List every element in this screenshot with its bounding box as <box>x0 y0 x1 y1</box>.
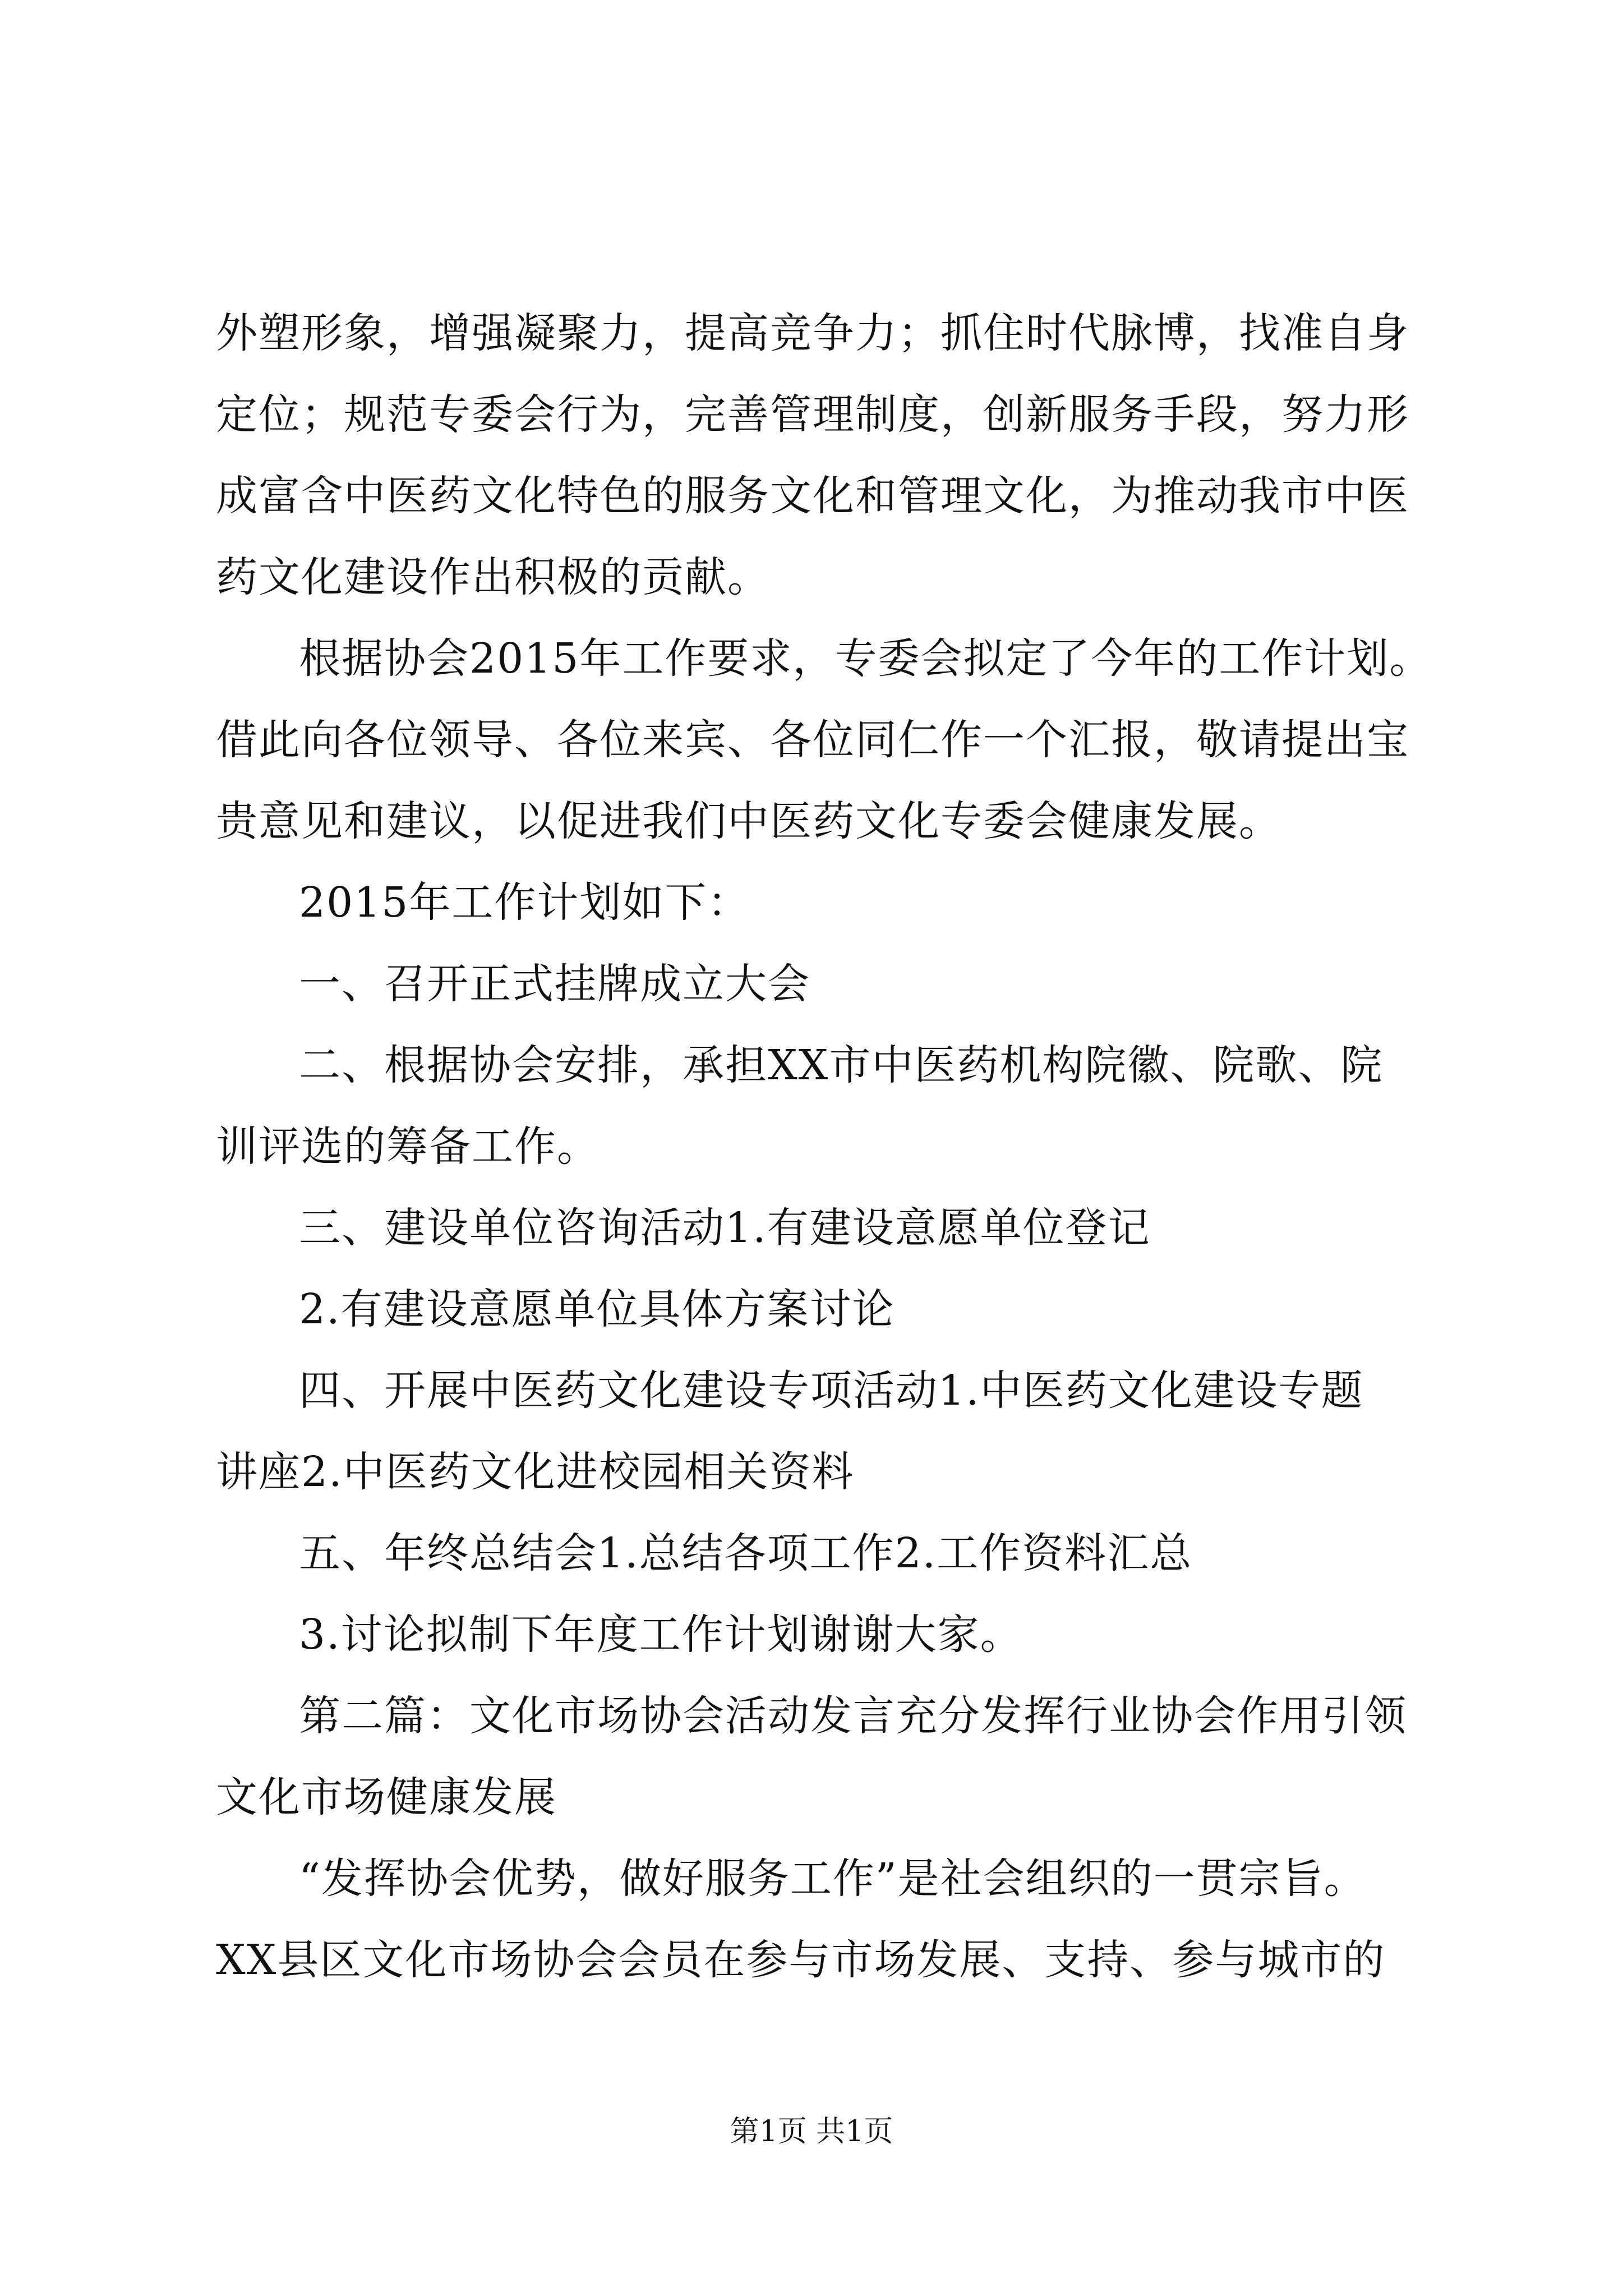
text-line: 根据协会2015年工作要求，专委会拟定了今年的工作计划。 <box>299 634 1432 683</box>
text-line: “发挥协会优势，做好服务工作”是社会组织的一贯宗旨。 <box>299 1855 1367 1903</box>
text-line: 二、根据协会安排，承担XX市中医药机构院徽、院歌、院 <box>299 1041 1384 1089</box>
text-line: 2.有建设意愿单位具体方案讨论 <box>299 1285 895 1333</box>
document-body <box>216 293 1432 2001</box>
text-line: 一、召开正式挂牌成立大会 <box>299 960 810 1008</box>
text-line: 2015年工作计划如下： <box>299 878 750 927</box>
section-heading-line: 文化市场健康发展 <box>216 1773 557 1821</box>
page-footer <box>0 2109 1623 2154</box>
text-line: 药文化建设作出积极的贡献。 <box>216 553 770 601</box>
page-indicator: 第1页 共1页 <box>730 2115 893 2148</box>
section-heading-line: 第二篇：文化市场协会活动发言充分发挥行业协会作用引领 <box>299 1692 1407 1740</box>
text-line: 借此向各位领导、各位来宾、各位同仁作一个汇报，敬请提出宝 <box>216 716 1409 764</box>
text-line: 训评选的筹备工作。 <box>216 1122 600 1171</box>
text-line: 贵意见和建议，以促进我们中医药文化专委会健康发展。 <box>216 797 1281 845</box>
text-line: 成富含中医药文化特色的服务文化和管理文化，为推动我市中医 <box>216 472 1409 520</box>
text-line: 四、开展中医药文化建设专项活动1.中医药文化建设专题 <box>299 1366 1364 1415</box>
text-line: 五、年终总结会1.总结各项工作2.工作资料汇总 <box>299 1529 1193 1577</box>
text-line: 外塑形象，增强凝聚力，提高竞争力；抓住时代脉博，找准自身 <box>216 309 1409 357</box>
text-line: 讲座2.中医药文化进校园相关资料 <box>216 1448 855 1496</box>
text-line: 3.讨论拟制下年度工作计划谢谢大家。 <box>299 1611 1023 1659</box>
text-line: 定位；规范专委会行为，完善管理制度，创新服务手段，努力形 <box>216 390 1409 439</box>
text-line: XX县区文化市场协会会员在参与市场发展、支持、参与城市的 <box>216 1936 1386 1984</box>
text-line: 三、建设单位咨询活动1.有建设意愿单位登记 <box>299 1204 1151 1252</box>
